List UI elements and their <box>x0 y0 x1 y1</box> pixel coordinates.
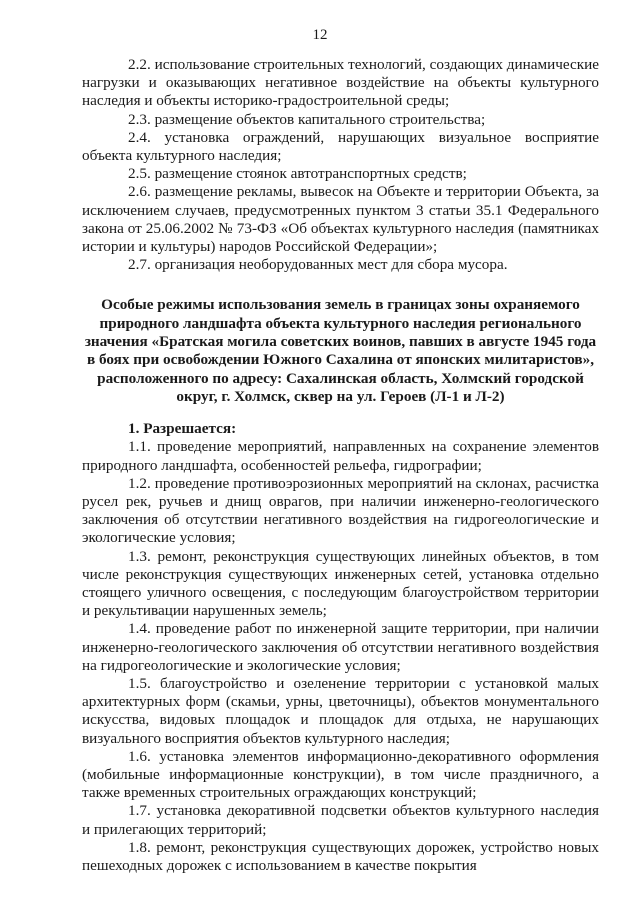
list-item: 2.5. размещение стоянок автотранспортных средств; <box>128 165 467 183</box>
list-item: 2.3. размещение объектов капитального строительства; <box>128 110 486 128</box>
list-item: 2.7. организация необорудованных мест для сбора мусора. <box>128 256 508 274</box>
list-item: 1.6. установка элементов информационно-декоративного оформления (мобильные информационные конструкции), в том числе праздничного, а также временных строительных ограждающих конструкций; <box>82 747 599 802</box>
list-item: 2.6. размещение рекламы, вывесок на Объекте и территории Объекта, за исключением случаев, предусмотренных пунктом 3 статьи 35.1 Федерального закона от 25.06.2002 № 73-ФЗ «Об объектах культурного наследия (памятниках истории и культуры) народов Российской Федерации»; <box>82 183 599 256</box>
list-item: 1.4. проведение работ по инженерной защите территории, при наличии инженерно-геологического заключения об отсутствии негативного воздействия на гидрогеологические и экологические условия; <box>82 620 599 674</box>
list-item: 1.8. ремонт, реконструкция существующих дорожек, устройство новых пешеходных дорожек с использованием в качестве покрытия <box>82 838 599 875</box>
list-item: 1.3. ремонт, реконструкция существующих линейных объектов, в том числе реконструкция существующих инженерных сетей, установка отдельно стоящего уличного освещения, с последующим благоустройством территории и рекультивации нарушенных земель; <box>82 547 599 620</box>
list-item: 1.2. проведение противоэрозионных мероприятий на склонах, расчистка русел рек, ручьев и днищ оврагов, при наличии инженерно-геологического заключения об отсутствии негативного воздействия на гидрогеологические и экологические условия; <box>82 474 599 547</box>
list-item: 1.1. проведение мероприятий, направленных на сохранение элементов природного ландшафта, особенностей рельефа, гидрографии; <box>82 438 599 474</box>
allowed-subheading: 1. Разрешается: <box>128 420 237 438</box>
list-item: 1.5. благоустройство и озеленение территории с установкой малых архитектурных форм (скамьи, урны, цветочницы), объектов монументального искусства, видовых площадок и площадок для отдыха, не нарушающих визуального восприятия объектов культурного наследия; <box>82 675 599 747</box>
section-heading: Особые режимы использования земель в границах зоны охраняемого природного ландшафта объекта культурного наследия регионального значения «Братская могила советских воинов, павших в августе 1945 года в боях при освобождении Южного Сахалина от японских милитаристов», расположенного по адресу: Сахалинская область, Холмский городской округ, г. Холмск, сквер на ул. Героев (Л-1 и Л-2) <box>84 296 597 405</box>
page-number: 12 <box>312 27 328 43</box>
allowed-items-list <box>82 438 599 875</box>
list-item: 2.4. установка ограждений, нарушающих визуальное восприятие объекта культурного наследия; <box>82 128 599 165</box>
list-item: 2.2. использование строительных технологий, создающих динамические нагрузки и оказывающих негативное воздействие на объекты культурного наследия и объекты историко-градостроительной среды; <box>82 56 599 110</box>
document-body <box>82 56 599 875</box>
list-item: 1.7. установка декоративной подсветки объектов культурного наследия и прилегающих территорий; <box>82 802 599 838</box>
prohibited-items-list <box>82 56 599 274</box>
